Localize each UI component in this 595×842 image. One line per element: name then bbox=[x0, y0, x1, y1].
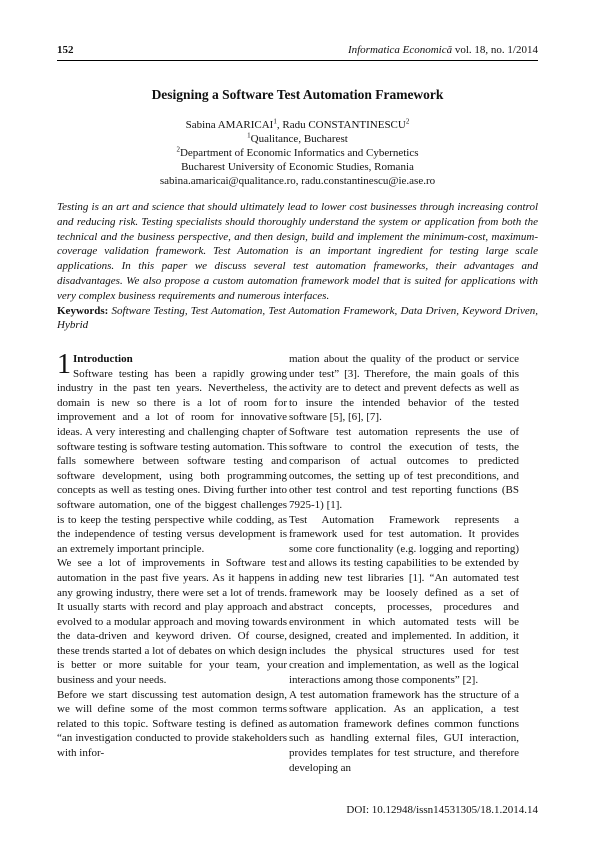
intro-paragraph-3: Before we start discussing test automation design, we will define some of the most common terms related to this topic. Software testing is defined as “an investigation conducted to provide stakeholders with infor- bbox=[57, 688, 287, 760]
authors-line bbox=[57, 118, 538, 132]
paper-title: Designing a Software Test Automation Framework bbox=[151, 87, 444, 102]
affiliation-2: $^2$Department of Economic Informatics and Cybernetics bbox=[176, 145, 419, 159]
author-2-sup: 2 bbox=[405, 117, 410, 126]
intro-paragraph-5: Test Automation Framework represents a framework used for test automation. It provides some core functionality (e.g. logging and reporting) and allows its testing capabilities to be extended by adding new test libraries [1]. “An automated test framework may be loosely defined as a set of abstract concepts, processes, procedures and environment in which automated tests will be designed, created and implemented. In addition, it includes the physical structures used for test creation and implementation, as well as the logical interactions among those components” [2]. bbox=[289, 513, 519, 687]
keywords: Software Testing, Test Automation, Test Automation Framework, Data Driven, Keyword Driven, Hybrid bbox=[57, 304, 538, 332]
intro-paragraph-6: A test automation framework has the structure of a software application. As an application, a test automation framework defines common functions such as handling external files, GUI interaction, provides templates for test structure, and therefore developing an bbox=[289, 688, 519, 774]
intro-paragraph-3-cont: mation about the quality of the product or service under test” [3]. Therefore, the main goals of this activity are to detect and prevent defects as well as to insure the intended behavior of the tested software [5], [6], [7]. bbox=[289, 353, 519, 424]
affiliation-1: $^1$Qualitance, Bucharest bbox=[247, 131, 348, 145]
author-block bbox=[57, 118, 538, 188]
body-column-left bbox=[57, 349, 287, 761]
page-number: 152 bbox=[57, 44, 74, 56]
body-column-right bbox=[289, 352, 519, 775]
header-rule bbox=[57, 60, 538, 61]
journal-volume: vol. 18, no. 1/2014 bbox=[454, 44, 538, 56]
author-separator: , bbox=[276, 119, 283, 131]
section-heading: Introduction bbox=[73, 353, 133, 365]
doi-footer: DOI: 10.12948/issn14531305/18.1.2014.14 bbox=[346, 804, 538, 816]
keywords-sep: : bbox=[104, 304, 112, 317]
running-header bbox=[57, 44, 538, 60]
intro-paragraph-1: 1 Introduction Software testing has been a rapidly growing industry in the past ten years. Nevertheless, the domain is new so there is a lot of room for improvement and a lot of room for innovative ideas. A very interesting and challenging chapter of software testing is software testing automation. This falls somewhere between software testing and software development, using both programming concepts as well as testing ones. Diving further into software automation, one of the biggest challenges is to keep the testing perspective while codding, as the independence of testing versus development is an extremely important principle. bbox=[57, 349, 287, 555]
author-1: Sabina AMARICAI bbox=[185, 119, 274, 131]
author-emails: sabina.amaricai@qualitance.ro, radu.constantinescu@ie.ase.ro bbox=[159, 175, 436, 187]
section-number-dropcap: 1 bbox=[57, 349, 71, 380]
journal-reference bbox=[348, 44, 538, 56]
intro-paragraph-4: Software test automation represents the use of software to control the execution of tests, the comparison of actual outcomes to predicted outcomes, the setting up of test preconditions, and other test control and test reporting functions (BS 7925-1) [1]. bbox=[289, 425, 519, 511]
abstract bbox=[57, 200, 538, 333]
journal-name: Informatica Economică bbox=[347, 44, 453, 56]
author-2: Radu CONSTANTINESCU bbox=[282, 119, 406, 131]
intro-paragraph-2: We see a lot of improvements in Software test automation in the past five years. As it happens in any growing industry, there were set a lot of trends. It usually starts with record and play approach and evolved to a modular approach and moving towards the data-driven and keyword driven. Of course, these trends started a lot of debates on which design is better or more suitable for your team, your business and your needs. bbox=[57, 557, 287, 687]
affiliation-3: Bucharest University of Economic Studies, Romania bbox=[181, 161, 414, 173]
abstract-text: Testing is an art and science that should ultimately lead to lower cost businesses through increasing control and reducing risk. Testing specialists should thoroughly understand the system or application from both the technical and the business perspective, and then design, build and implement the minimum-cost, maximum-coverage validation framework. Test Automation is an important ingredient for testing large scale applications. In this paper we discuss several test automation frameworks, their advantages and disadvantages. We also propose a custom automation framework model that is suited for applications with very complex business requirements and numerous interfaces. bbox=[57, 201, 538, 302]
author-1-sup: 1 bbox=[273, 117, 277, 126]
keywords-label: Keywords bbox=[57, 304, 105, 317]
